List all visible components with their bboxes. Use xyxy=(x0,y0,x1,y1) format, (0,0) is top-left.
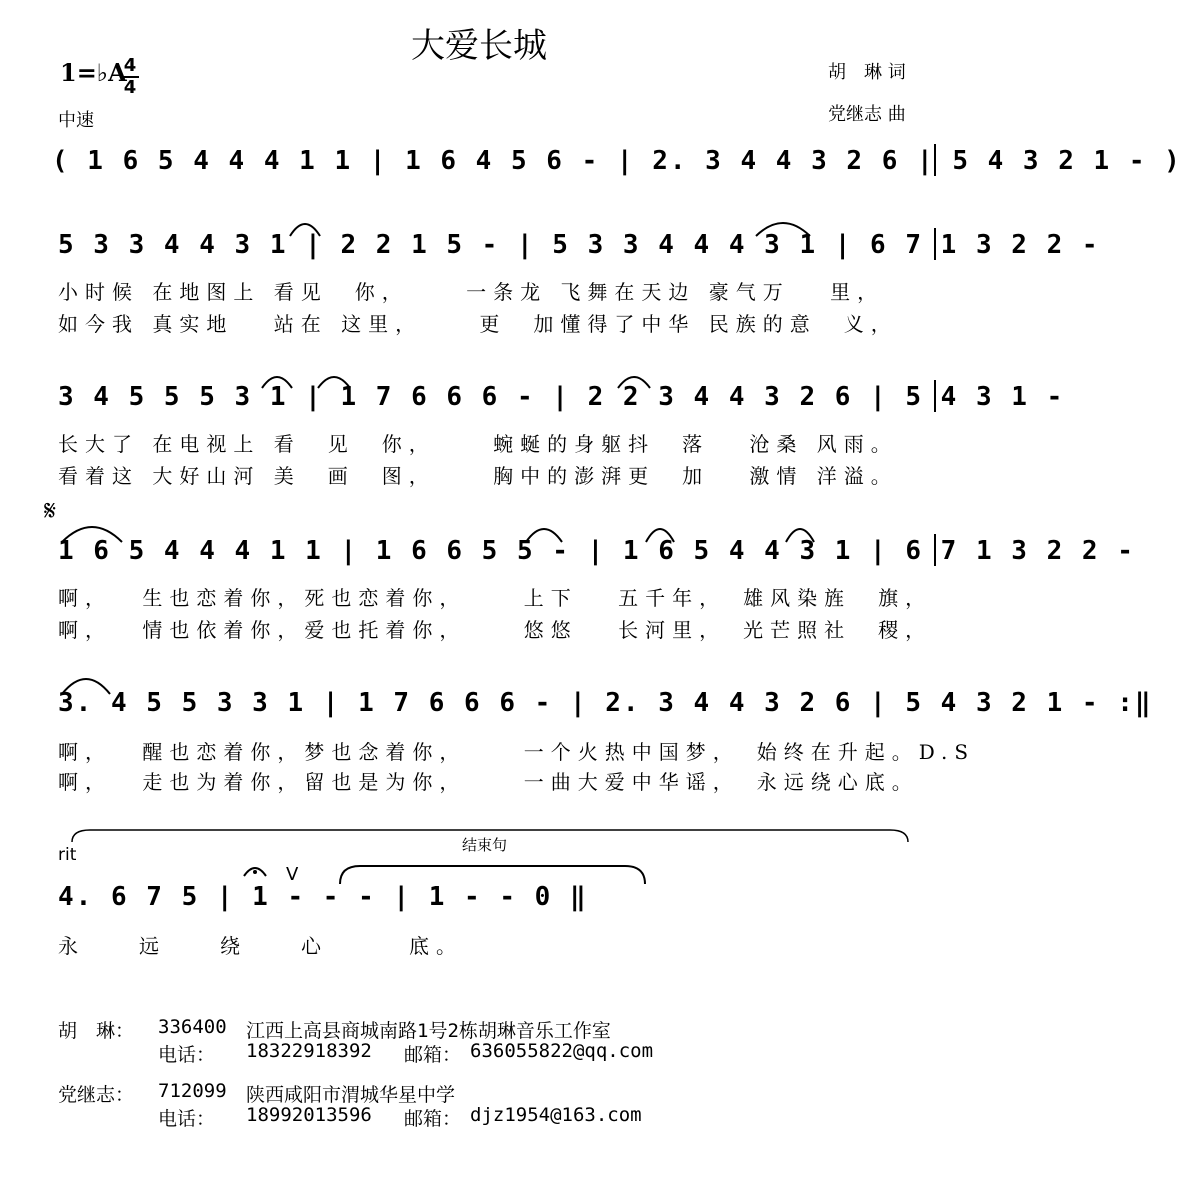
contact-2-zip: 712099 xyxy=(158,1080,227,1102)
contact-2-phone-label: 电话： xyxy=(158,1108,216,1130)
contact-2-email-label: 邮箱： xyxy=(404,1108,462,1130)
system-6-lyric: 永 远 绕 心 底。 xyxy=(58,934,463,958)
contact-1-phone: 18322918392 xyxy=(246,1040,372,1062)
time-signature-bottom: 4 xyxy=(123,77,137,98)
system-4-lyric-2: 啊， 情也依着你，爱也托着你， 悠悠 长河里， 光芒照社 稷， xyxy=(58,618,933,642)
contact-1-phone-label: 电话： xyxy=(158,1044,216,1066)
system-6-notes: 4. 6 7 5 | 1 - - - | 1 - - 0 ‖ xyxy=(58,882,588,912)
slur-mark xyxy=(318,377,350,388)
slur-mark xyxy=(618,377,650,388)
contact-1-zip: 336400 xyxy=(158,1016,227,1038)
system-4-lyric-1: 啊， 生也恋着你，死也恋着你， 上下 五千年， 雄风染旌 旗， xyxy=(58,586,933,610)
system-2-notes: 5 3 3 4 4 3 1 | 2 2 1 5 - | 5 3 3 4 4 4 3 1 | 6 7 1 3 2 2 - xyxy=(58,230,1100,260)
breath-mark: V xyxy=(286,864,299,885)
slur-mark xyxy=(262,377,292,388)
slur-mark xyxy=(756,223,810,236)
system-5-notes: 3. 4 5 5 3 3 1 | 1 7 6 6 6 - | 2. 3 4 4 3 2 6 | 5 4 3 2 1 - :‖ xyxy=(58,688,1153,718)
segno-sign: 𝄋 xyxy=(44,494,57,527)
system-2-lyric-2: 如今我 真实地 站在 这里， 更 加懂得了中华 民族的意 义， xyxy=(58,312,898,336)
lyricist-credit: 胡 琳 词 xyxy=(828,62,906,83)
system-3-notes: 3 4 5 5 5 3 1 | 1 7 6 6 6 - | 2 2 3 4 4 3 2 6 | 5 4 3 1 - xyxy=(58,382,1065,412)
slur-mark xyxy=(786,529,814,542)
coda-label: 结束句 xyxy=(462,836,508,854)
contact-2-name: 党继志： xyxy=(58,1084,135,1106)
tie-mark xyxy=(340,866,645,884)
tempo-marking: 中速 xyxy=(58,110,94,131)
barline xyxy=(934,144,936,176)
system-3-lyric-1: 长大了 在电视上 看 见 你， 蜿蜒的身躯抖 落 沧桑 风雨。 xyxy=(58,432,898,456)
contact-1-address: 江西上高县商城南路1号2栋胡琳音乐工作室 xyxy=(246,1020,611,1042)
contact-2-email: djz1954@163.com xyxy=(470,1104,642,1126)
contact-2-phone: 18992013596 xyxy=(246,1104,372,1126)
rit-bracket xyxy=(72,830,908,842)
system-3-lyric-2: 看着这 大好山河 美 画 图， 胸中的澎湃更 加 激情 洋溢。 xyxy=(58,464,898,488)
barline xyxy=(934,380,936,412)
slur-mark xyxy=(62,527,122,542)
time-signature-top: 4 xyxy=(123,55,137,76)
system-5-lyric-1: 啊， 醒也恋着你，梦也念着你， 一个火热中国梦， 始终在升起。D.S xyxy=(58,740,976,764)
contact-2-address: 陕西咸阳市渭城华星中学 xyxy=(246,1084,456,1106)
system-4-notes: 1 6 5 4 4 4 1 1 | 1 6 6 5 5 - | 1 6 5 4 4 3 1 | 6 7 1 3 2 2 - xyxy=(58,536,1135,566)
system-2-lyric-1: 小时候 在地图上 看见 你， 一条龙 飞舞在天边 豪气万 里， xyxy=(58,280,885,304)
system-1-notes: ( 1 6 5 4 4 4 1 1 | 1 6 4 5 6 - | 2. 3 4 4 3 2 6 | 5 4 3 2 1 - ) xyxy=(52,146,1182,176)
rit-marking: rit xyxy=(58,845,77,865)
barline xyxy=(934,534,936,566)
contact-1-name: 胡 琳： xyxy=(58,1020,135,1042)
contact-1-email-label: 邮箱： xyxy=(404,1044,462,1066)
song-title: 大爱长城 xyxy=(411,26,547,66)
fermata-dot xyxy=(253,870,257,874)
contact-1-email: 636055822@qq.com xyxy=(470,1040,654,1062)
slur-mark xyxy=(526,529,562,542)
slur-mark xyxy=(62,679,110,694)
slur-mark xyxy=(290,224,320,236)
barline xyxy=(934,228,936,260)
composer-credit: 党继志 曲 xyxy=(828,104,906,125)
slur-mark xyxy=(646,529,674,542)
system-5-lyric-2: 啊， 走也为着你，留也是为你， 一曲大爱中华谣， 永远绕心底。 xyxy=(58,770,919,794)
key-signature: 1=♭A xyxy=(60,58,127,87)
